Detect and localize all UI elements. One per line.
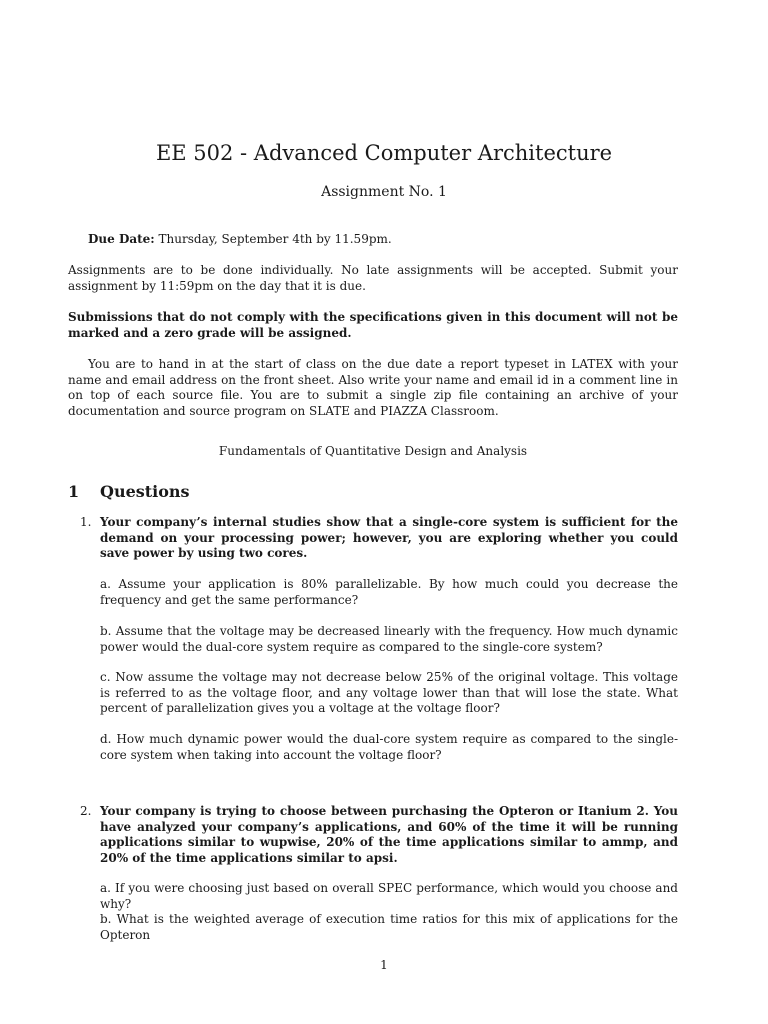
question-1-part-c: c. Now assume the voltage may not decrease below 25% of the original voltage. This voltage is referred to as the voltage floor, and any voltage lower than that will lose the state. What percent of parallelization gives you a voltage at the voltage floor? bbox=[100, 670, 678, 715]
question-2-text: Your company is trying to choose between purchasing the Opteron or Itanium 2. You have analyzed your company’s applications, and 60% of the time it will be running applications similar to wupwise, 20% of the time applications similar to ammp, and 20% of the time applications similar to apsi. bbox=[100, 804, 678, 865]
section-title: Questions bbox=[100, 482, 190, 501]
question-1-part-b: b. Assume that the voltage may be decreased linearly with the frequency. How much dynamic power would the dual-core system require as compared to the single-core system? bbox=[100, 624, 678, 654]
question-1-part-d: d. How much dynamic power would the dual-core system require as compared to the single-core system when taking into account the voltage floor? bbox=[100, 732, 678, 762]
section-number: 1 bbox=[68, 482, 80, 501]
due-date bbox=[88, 232, 678, 248]
question-2-part-b: b. What is the weighted average of execution time ratios for this mix of applications for the Opteron bbox=[100, 912, 678, 942]
due-date-label: Due Date: bbox=[88, 232, 155, 246]
due-date-value: Thursday, September 4th by 11.59pm. bbox=[154, 232, 392, 246]
question-1-part-a: a. Assume your application is 80% parallelizable. By how much could you decrease the frequency and get the same performance? bbox=[100, 577, 678, 607]
section-heading bbox=[68, 482, 190, 502]
page-number: 1 bbox=[380, 958, 388, 972]
topic-heading: Fundamentals of Quantitative Design and Analysis bbox=[218, 444, 528, 458]
intro-paragraph: Assignments are to be done individually. No late assignments will be accepted. Submit your assignment by 11:59pm on the day that it is due. bbox=[68, 263, 678, 293]
question-2-number: 2. bbox=[80, 804, 92, 818]
instructions-paragraph: You are to hand in at the start of class on the due date a report typeset in LATEX with your name and email address on the front sheet. Also write your name and email id in a comment line in on top of each source file. You are to submit a single zip file containing an archive of your documentation and source program on SLATE and PIAZZA Classroom. bbox=[68, 357, 678, 418]
question-2-part-a: a. If you were choosing just based on overall SPEC performance, which would you choose and why? bbox=[100, 881, 678, 911]
question-1-number: 1. bbox=[80, 515, 92, 529]
assignment-number: Assignment No. 1 bbox=[321, 184, 447, 200]
warning-paragraph: Submissions that do not comply with the specifications given in this document will not be marked and a zero grade will be assigned. bbox=[68, 310, 678, 340]
question-1-text: Your company’s internal studies show that a single-core system is sufficient for the demand on your processing power; however, you are exploring whether you could save power by using two cores. bbox=[100, 515, 678, 560]
document-title: EE 502 - Advanced Computer Architecture bbox=[155, 141, 613, 165]
